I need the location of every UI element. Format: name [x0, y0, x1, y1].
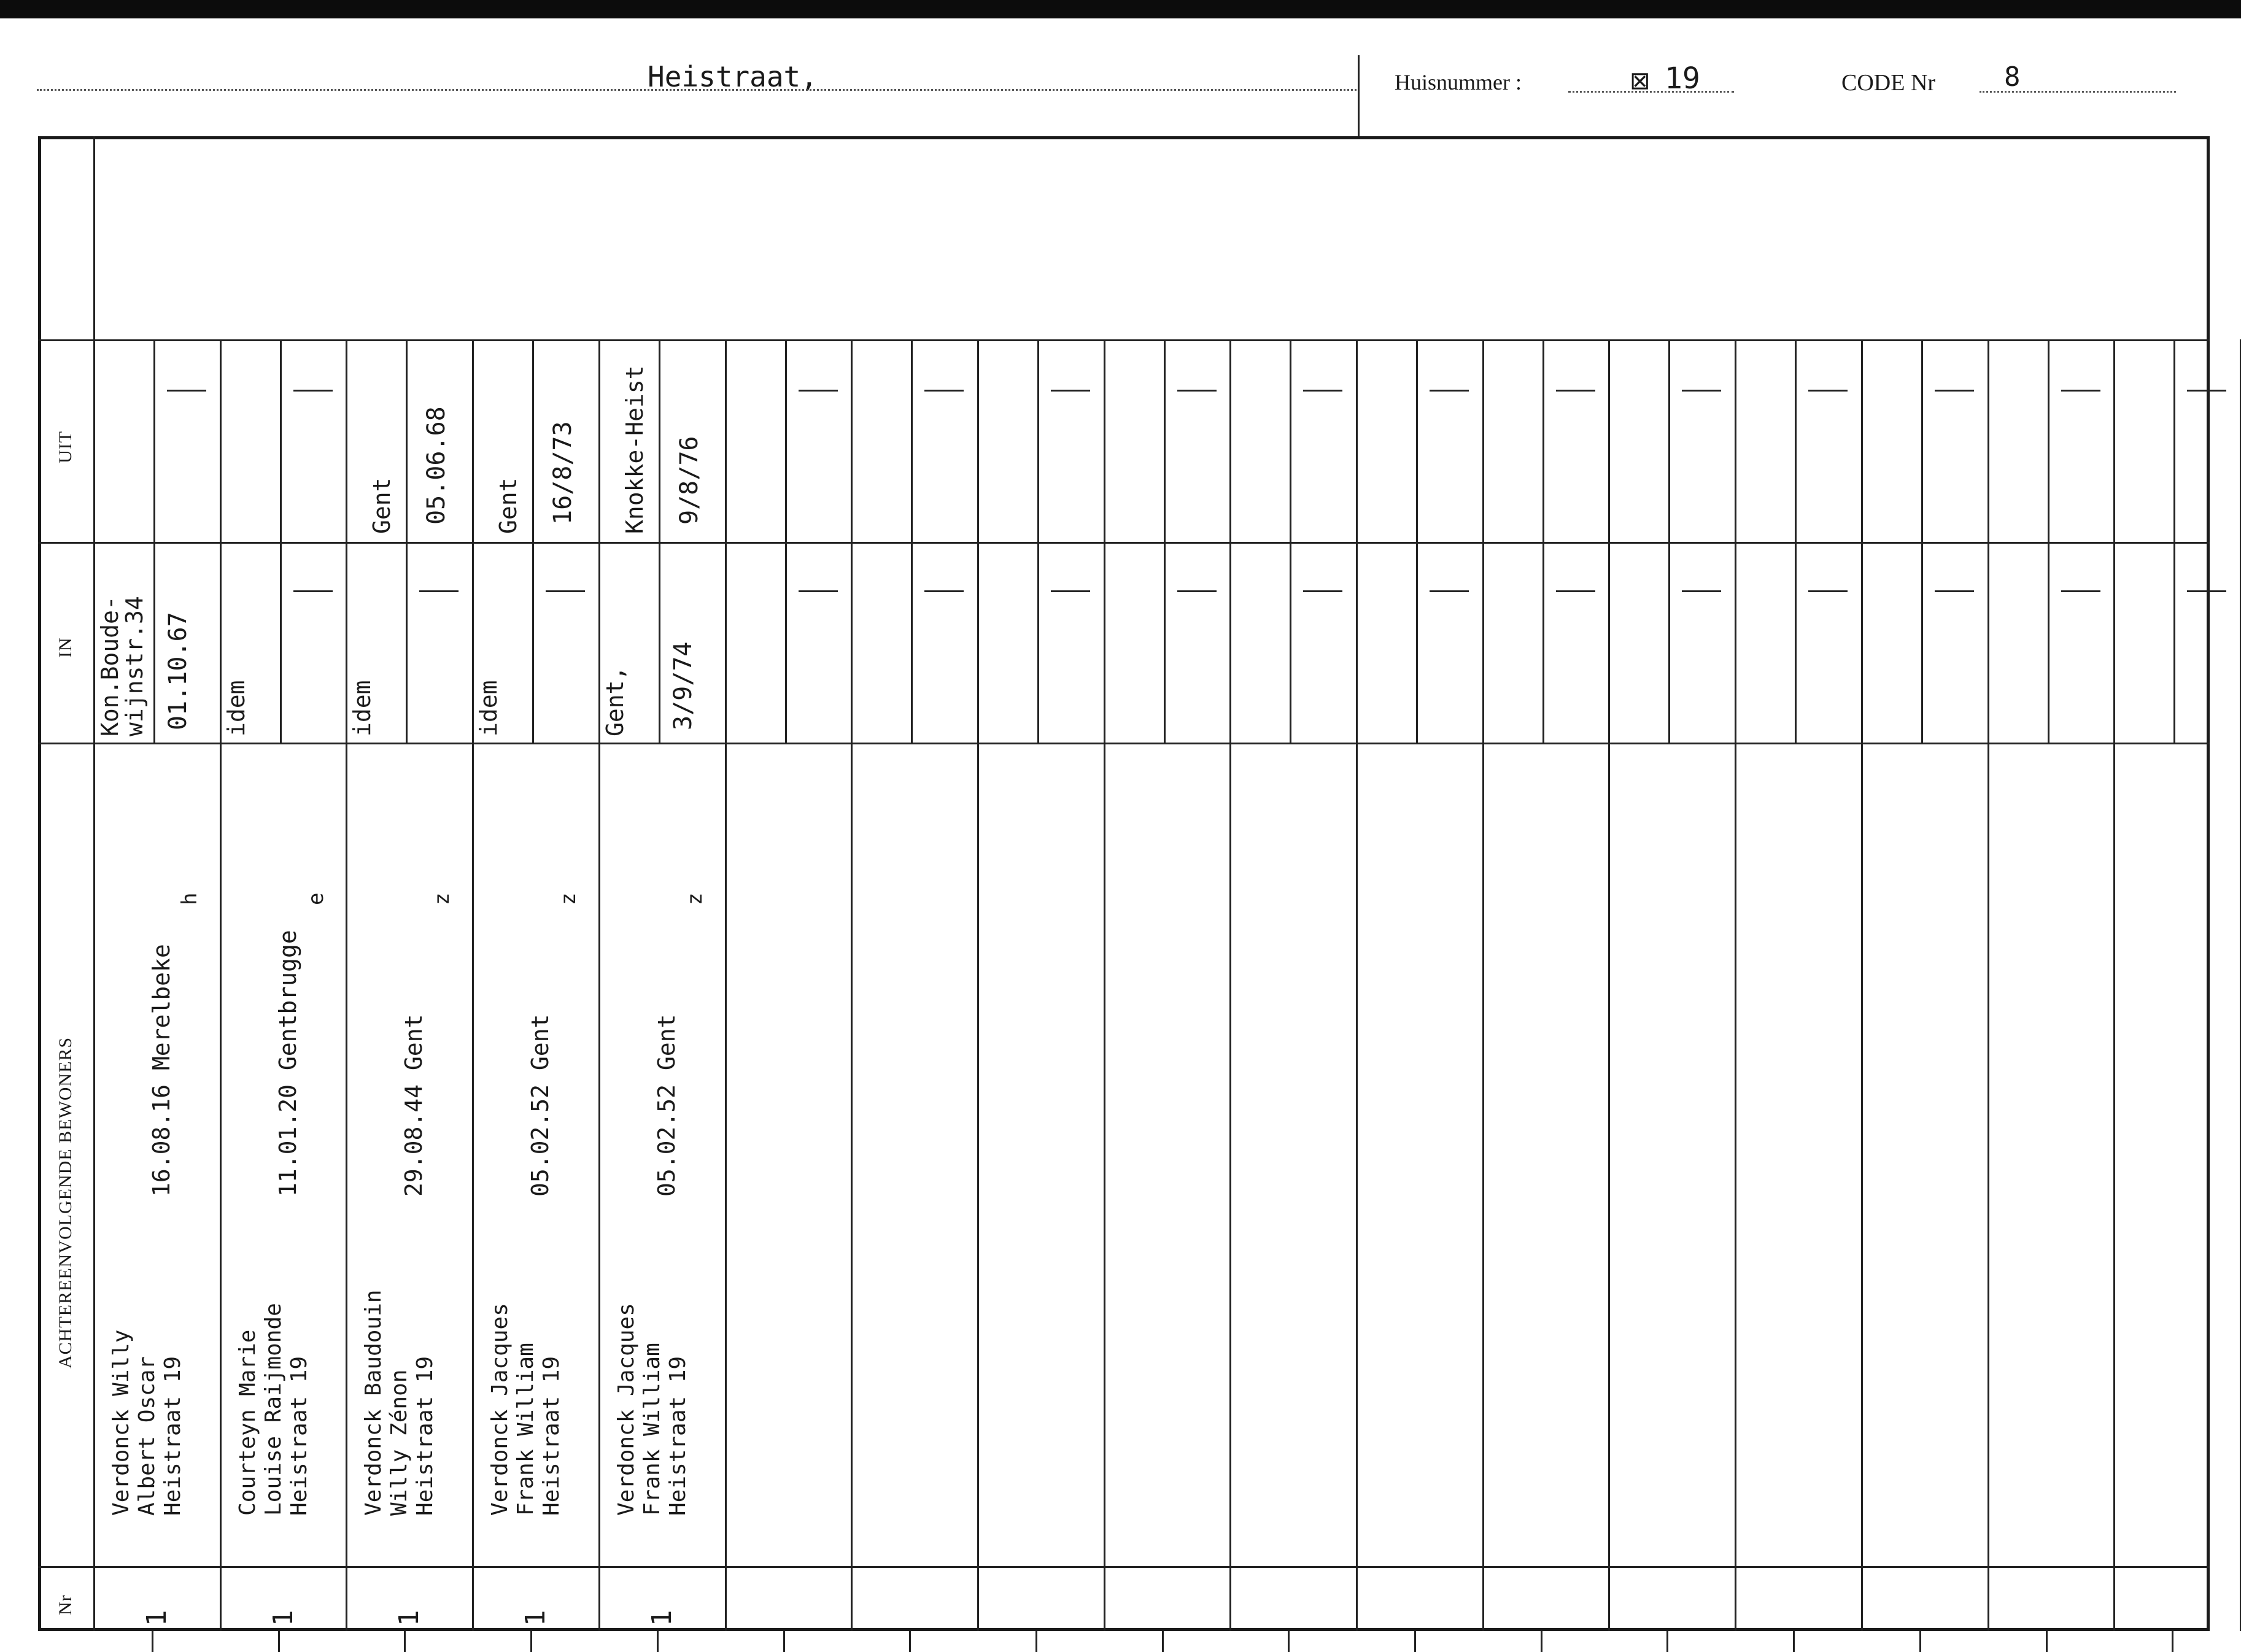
- sub-column-line: [532, 339, 534, 743]
- column-line: [220, 339, 222, 1631]
- empty-date-dash: [2187, 390, 2226, 392]
- uit-top-line: [38, 339, 2210, 341]
- empty-date-dash: [1303, 390, 1342, 392]
- row-nr: 1: [646, 1610, 678, 1626]
- resident-name-line: Verdonck Jacques: [613, 1303, 639, 1516]
- column-line: [1229, 339, 1231, 1631]
- sub-column-line: [153, 339, 155, 743]
- empty-date-dash: [419, 590, 459, 592]
- empty-date-dash: [546, 590, 585, 592]
- in-date: 3/9/74: [668, 641, 697, 730]
- in-date: 01.10.67: [164, 612, 192, 730]
- column-line: [1735, 339, 1736, 1631]
- sub-column-line: [2048, 339, 2049, 743]
- code-value: 8: [2004, 61, 2021, 93]
- residents-top-line: [38, 743, 2210, 744]
- empty-date-dash: [1556, 590, 1595, 592]
- bottom-tick: [1288, 1631, 1290, 1652]
- empty-date-dash: [1177, 390, 1217, 392]
- bottom-tick: [152, 1631, 153, 1652]
- column-line: [1608, 339, 1610, 1631]
- house-number-label: Huisnummer :: [1395, 70, 1522, 95]
- in-place-line2: wijnstr.34: [121, 596, 148, 736]
- resident-birth: 05.02.52 Gent: [527, 1014, 554, 1197]
- column-line: [1482, 339, 1484, 1631]
- empty-date-dash: [167, 390, 206, 392]
- bottom-tick: [404, 1631, 406, 1652]
- empty-date-dash: [1682, 590, 1721, 592]
- sub-column-line: [659, 339, 660, 743]
- bottom-tick: [657, 1631, 659, 1652]
- resident-name-line: Willy Zénon: [387, 1369, 412, 1516]
- sub-column-line: [1668, 339, 1670, 743]
- sub-column-line: [1921, 339, 1923, 743]
- row-nr: 1: [393, 1610, 425, 1626]
- resident-name-line: Verdonck Baudouin: [361, 1289, 387, 1516]
- resident-name-line: Albert Oscar: [134, 1356, 160, 1516]
- bottom-tick: [530, 1631, 532, 1652]
- out-place: Gent: [495, 477, 522, 534]
- resident-address-line: Heistraat 19: [412, 1356, 438, 1516]
- resident-name-line: Verdonck Willy: [109, 1329, 134, 1516]
- resident-birth: 16.08.16 Merelbeke: [148, 944, 175, 1197]
- bottom-tick: [1541, 1631, 1542, 1652]
- in-place: Gent,: [601, 666, 629, 736]
- empty-date-dash: [1430, 590, 1469, 592]
- code-label: CODE Nr: [1841, 70, 1936, 96]
- bottom-tick: [783, 1631, 785, 1652]
- empty-date-dash: [1935, 390, 1974, 392]
- resident-address-line: Heistraat 19: [665, 1356, 691, 1516]
- empty-date-dash: [2061, 590, 2100, 592]
- out-date: 05.06.68: [422, 406, 451, 525]
- header-divider: [1358, 55, 1360, 136]
- out-place: Knokke-Heist: [621, 365, 648, 534]
- sub-column-line: [2173, 339, 2175, 743]
- sub-column-line: [785, 339, 787, 743]
- sub-column-line: [280, 339, 282, 743]
- nr-top-line: [38, 1566, 2210, 1568]
- resident-name-line: Verdonck Jacques: [487, 1303, 513, 1516]
- bottom-tick: [278, 1631, 280, 1652]
- row-nr: 1: [267, 1610, 299, 1626]
- resident-code: z: [682, 892, 707, 905]
- sub-column-line: [1290, 339, 1291, 743]
- resident-address-line: Heistraat 19: [160, 1356, 185, 1516]
- resident-code: z: [430, 892, 455, 905]
- section-label-nr: Nr: [55, 1594, 75, 1615]
- bottom-tick: [1414, 1631, 1416, 1652]
- empty-date-dash: [924, 390, 964, 392]
- resident-birth: 05.02.52 Gent: [652, 1014, 680, 1197]
- sub-column-line: [406, 339, 408, 743]
- resident-name-line: Louise Raijmonde: [260, 1303, 286, 1516]
- empty-date-dash: [1177, 590, 1217, 592]
- out-date: 9/8/76: [675, 436, 703, 525]
- column-line: [1987, 339, 1989, 1631]
- empty-date-dash: [1682, 390, 1721, 392]
- resident-address-line: Heistraat 19: [286, 1356, 312, 1516]
- sub-column-line: [1542, 339, 1544, 743]
- column-line: [1861, 339, 1863, 1631]
- empty-date-dash: [1808, 590, 1848, 592]
- house-number-value: 19: [1665, 61, 1700, 96]
- in-place: Kon.Boude-: [96, 596, 123, 736]
- in-place: idem: [222, 680, 250, 736]
- empty-date-dash: [293, 390, 333, 392]
- bottom-tick: [1666, 1631, 1668, 1652]
- column-line: [2113, 339, 2115, 1631]
- empty-date-dash: [293, 590, 333, 592]
- street-name: Heistraat,: [648, 60, 818, 93]
- empty-date-dash: [1051, 390, 1090, 392]
- empty-date-dash: [799, 390, 838, 392]
- section-label-uit: UIT: [55, 431, 75, 463]
- scan-top-border: [0, 0, 2241, 18]
- label-column-divider: [93, 136, 95, 1631]
- out-date: 16/8/73: [549, 421, 578, 525]
- empty-date-dash: [2061, 390, 2100, 392]
- resident-address-line: Heistraat 19: [539, 1356, 565, 1516]
- resident-birth: 11.01.20 Gentbrugge: [274, 930, 301, 1197]
- resident-code: h: [177, 892, 202, 905]
- sub-column-line: [1416, 339, 1418, 743]
- row-nr: 1: [141, 1610, 172, 1626]
- section-label-in: IN: [55, 637, 75, 658]
- bottom-tick: [2046, 1631, 2048, 1652]
- empty-date-dash: [1556, 390, 1595, 392]
- sub-column-line: [1795, 339, 1797, 743]
- sub-column-line: [1164, 339, 1166, 743]
- resident-code: e: [303, 892, 328, 905]
- column-line: [1104, 339, 1105, 1631]
- empty-date-dash: [1051, 590, 1090, 592]
- column-line: [977, 339, 979, 1631]
- in-place: idem: [475, 680, 503, 736]
- bottom-tick: [1919, 1631, 1921, 1652]
- street-dotted-line: [37, 89, 1357, 91]
- resident-code: z: [556, 892, 581, 905]
- sub-column-line: [911, 339, 913, 743]
- empty-date-dash: [1808, 390, 1848, 392]
- empty-date-dash: [1935, 590, 1974, 592]
- section-label-residents: ACHTEREENVOLGENDE BEWONERS: [55, 1036, 75, 1368]
- in-place: idem: [349, 680, 376, 736]
- in-top-line: [38, 542, 2210, 544]
- empty-date-dash: [799, 590, 838, 592]
- column-line: [472, 339, 474, 1631]
- resident-name-line: Frank William: [513, 1343, 539, 1516]
- column-line: [851, 339, 853, 1631]
- bottom-tick: [2172, 1631, 2173, 1652]
- sub-column-line: [1037, 339, 1039, 743]
- empty-date-dash: [2187, 590, 2226, 592]
- bottom-tick: [1162, 1631, 1164, 1652]
- bottom-tick: [1793, 1631, 1795, 1652]
- column-line: [1356, 339, 1358, 1631]
- resident-name-line: Frank William: [639, 1343, 665, 1516]
- bottom-tick: [1035, 1631, 1037, 1652]
- house-number-dotted-line: [1568, 91, 1734, 93]
- column-line: [725, 339, 727, 1631]
- resident-birth: 29.08.44 Gent: [400, 1014, 428, 1197]
- column-line: [346, 339, 347, 1631]
- house-number-mark: ⊠: [1630, 67, 1651, 95]
- out-place: Gent: [368, 477, 396, 534]
- bottom-tick: [909, 1631, 911, 1652]
- empty-date-dash: [1303, 590, 1342, 592]
- row-nr: 1: [520, 1610, 552, 1626]
- empty-date-dash: [924, 590, 964, 592]
- resident-name-line: Courteyn Marie: [234, 1329, 260, 1516]
- empty-date-dash: [1430, 390, 1469, 392]
- column-line: [598, 339, 600, 1631]
